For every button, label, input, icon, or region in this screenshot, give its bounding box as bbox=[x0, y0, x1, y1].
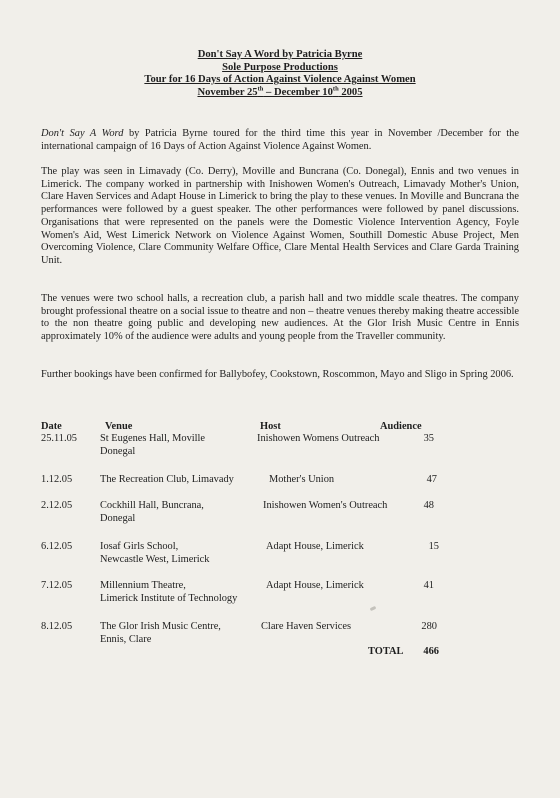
paragraph-intro-text: by Patricia Byrne toured for the third time this year in November /December for the international campaign of 16 Days of Action Against Violence Against Women. bbox=[41, 128, 519, 152]
dates-end-suffix: th bbox=[332, 85, 339, 93]
table-row-venue: Cockhill Hall, Buncrana, bbox=[100, 500, 204, 511]
play-title: Don't Say A Word bbox=[41, 128, 124, 139]
table-row-host: Adapt House, Limerick bbox=[266, 541, 364, 552]
table-row-audience: 280 bbox=[421, 621, 437, 632]
table-row-host: Adapt House, Limerick bbox=[266, 580, 364, 591]
header-tour: Tour for 16 Days of Action Against Violence Against Women bbox=[144, 74, 416, 86]
dates-start-suffix: th bbox=[257, 85, 264, 93]
table-row-venue: The Recreation Club, Limavady bbox=[100, 474, 234, 485]
column-header-host: Host bbox=[260, 421, 281, 432]
table-row-venue-line2: Donegal bbox=[100, 513, 136, 524]
paragraph-venues: The venues were two school halls, a recreation club, a parish hall and two middle scale theatres. The company brought professional theatre on a social issue to theatre and non – theatre venues thereby making theatre accessible to the non theatre going public and developing new audiences. At the Glor Irish Music Centre in Ennis approximately 10% of the audience were adults and young people from the Traveller community. bbox=[41, 293, 519, 343]
table-row-venue: Iosaf Girls School, bbox=[100, 541, 179, 552]
paragraph-bookings: Further bookings have been confirmed for Ballybofey, Cookstown, Roscommon, Mayo and Sligo in Spring 2006. bbox=[41, 369, 514, 380]
table-row-date: 2.12.05 bbox=[41, 500, 73, 511]
table-row-host: Inishowen Womens Outreach bbox=[257, 433, 380, 444]
total-value: 466 bbox=[423, 646, 439, 657]
table-row-date: 25.11.05 bbox=[41, 433, 77, 444]
table-row-date: 7.12.05 bbox=[41, 580, 73, 591]
dates-end: – December 10 bbox=[263, 86, 333, 98]
table-row-host: Clare Haven Services bbox=[261, 621, 352, 632]
table-row-venue: The Glor Irish Music Centre, bbox=[100, 621, 221, 632]
dates-start: November 25 bbox=[197, 86, 258, 98]
table-row-venue-line2: Newcastle West, Limerick bbox=[100, 554, 210, 565]
column-header-date: Date bbox=[41, 421, 62, 432]
table-row-audience: 15 bbox=[428, 541, 439, 552]
table-row-audience: 48 bbox=[423, 500, 434, 511]
header-company: Sole Purpose Productions bbox=[222, 61, 338, 73]
table-row-audience: 35 bbox=[423, 433, 434, 444]
table-row-venue: Millennium Theatre, bbox=[100, 580, 186, 591]
table-row-audience: 41 bbox=[423, 580, 434, 591]
table-row-venue-line2: Ennis, Clare bbox=[100, 634, 152, 645]
table-row-host: Mother's Union bbox=[269, 474, 335, 485]
paragraph-tour: The play was seen in Limavady (Co. Derry), Moville and Buncrana (Co. Donegal), Ennis and two venues in Limerick. The company worked in partnership with Inishowen Women's Outreach, Limavady Mother's Union, Clare Haven Services and Adapt House in Limerick to bring the play to these venues. In Moville and Buncrana the performances were followed by a guest speaker. The other performances were followed by panel discussions. Organisations that were represented on the panels were the Domestic Violence Intervention Agency, Foyle Women's Aid, West Limerick Network on Violence Against Women, Southill Domestic Abuse Project, Men Overcoming Violence, Clare Community Welfare Office, Clare Mental Health Services and Clare Garda Training Unit. bbox=[41, 166, 519, 266]
table-row-venue-line2: Limerick Institute of Technology bbox=[100, 593, 238, 604]
table-row-date: 1.12.05 bbox=[41, 474, 73, 485]
table-row-host: Inishowen Women's Outreach bbox=[263, 500, 388, 511]
table-row-date: 8.12.05 bbox=[41, 621, 73, 632]
table-row-venue-line2: Donegal bbox=[100, 446, 136, 457]
total-label: TOTAL bbox=[368, 646, 404, 657]
dates-year: 2005 bbox=[338, 86, 363, 98]
table-row-audience: 47 bbox=[426, 474, 437, 485]
column-header-audience: Audience bbox=[380, 421, 422, 432]
table-row-venue: St Eugenes Hall, Moville bbox=[100, 433, 206, 444]
column-header-venue: Venue bbox=[105, 421, 133, 432]
header-title: Don't Say A Word by Patricia Byrne bbox=[197, 49, 363, 60]
table-row-date: 6.12.05 bbox=[41, 541, 73, 552]
